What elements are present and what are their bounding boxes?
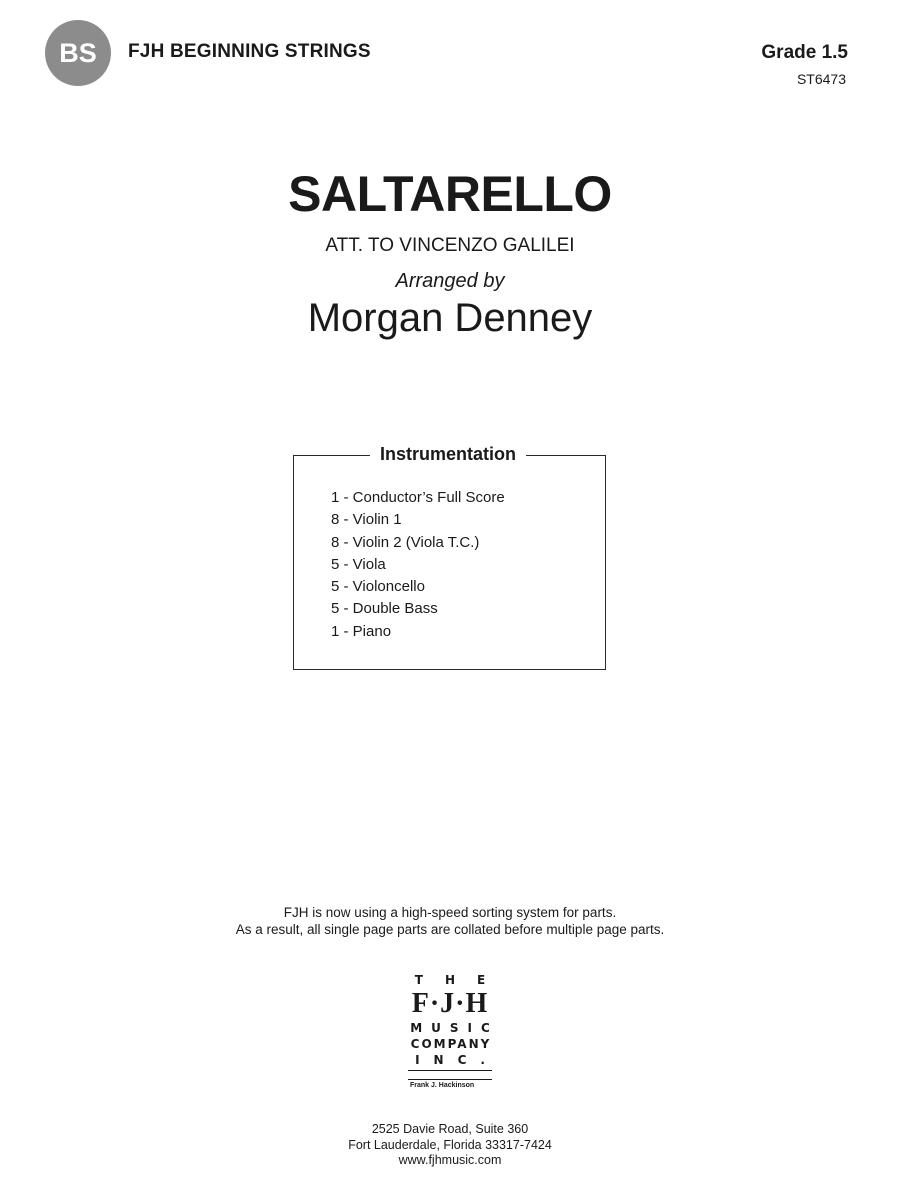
logo-line: THE bbox=[414, 973, 508, 987]
instrument-item: 8 - Violin 1 bbox=[331, 511, 402, 529]
piece-title: SALTARELLO bbox=[288, 166, 612, 222]
series-badge: BS bbox=[45, 20, 111, 86]
address-line: 2525 Davie Road, Suite 360 bbox=[371, 1122, 529, 1136]
instrument-item: 1 - Conductor’s Full Score bbox=[331, 489, 505, 506]
logo-line: MUSIC bbox=[410, 1021, 499, 1035]
address-line: Fort Lauderdale, Florida 33317-7424 bbox=[348, 1137, 552, 1152]
publisher-address bbox=[0, 1122, 900, 1169]
grade-level: Grade 1.5 bbox=[761, 42, 848, 63]
composer-credit: ATT. TO VINCENZO GALILEI bbox=[325, 235, 575, 256]
logo-monogram: F·J·H bbox=[411, 988, 489, 1019]
instrument-item: 5 - Violoncello bbox=[331, 578, 425, 596]
instrument-item: 5 - Double Bass bbox=[331, 600, 438, 618]
arranged-by-label: Arranged by bbox=[395, 270, 505, 292]
logo-founder: Frank J. Hackinson bbox=[410, 1082, 475, 1089]
instrumentation-heading: Instrumentation bbox=[370, 444, 526, 465]
sorting-note-line: FJH is now using a high-speed sorting system for parts. bbox=[283, 905, 617, 920]
arranger-name: Morgan Denney bbox=[307, 296, 593, 340]
sorting-note-line: As a result, all single page parts are collated before multiple page parts. bbox=[235, 922, 665, 937]
logo-rule bbox=[408, 1070, 492, 1080]
instrumentation-list bbox=[331, 487, 505, 643]
logo-line: INC. bbox=[415, 1053, 499, 1067]
sorting-note bbox=[0, 904, 900, 938]
catalog-code: ST6473 bbox=[796, 71, 846, 87]
publisher-logo bbox=[408, 972, 508, 1112]
series-name: FJH BEGINNING STRINGS bbox=[128, 41, 371, 62]
instrument-item: 1 - Piano bbox=[331, 622, 392, 640]
logo-line: COMPANY bbox=[410, 1037, 492, 1051]
instrument-item: 5 - Viola bbox=[331, 555, 386, 573]
instrument-item: 8 - Violin 2 (Viola T.C.) bbox=[331, 533, 480, 551]
website-link[interactable]: www.fjhmusic.com bbox=[398, 1153, 502, 1167]
